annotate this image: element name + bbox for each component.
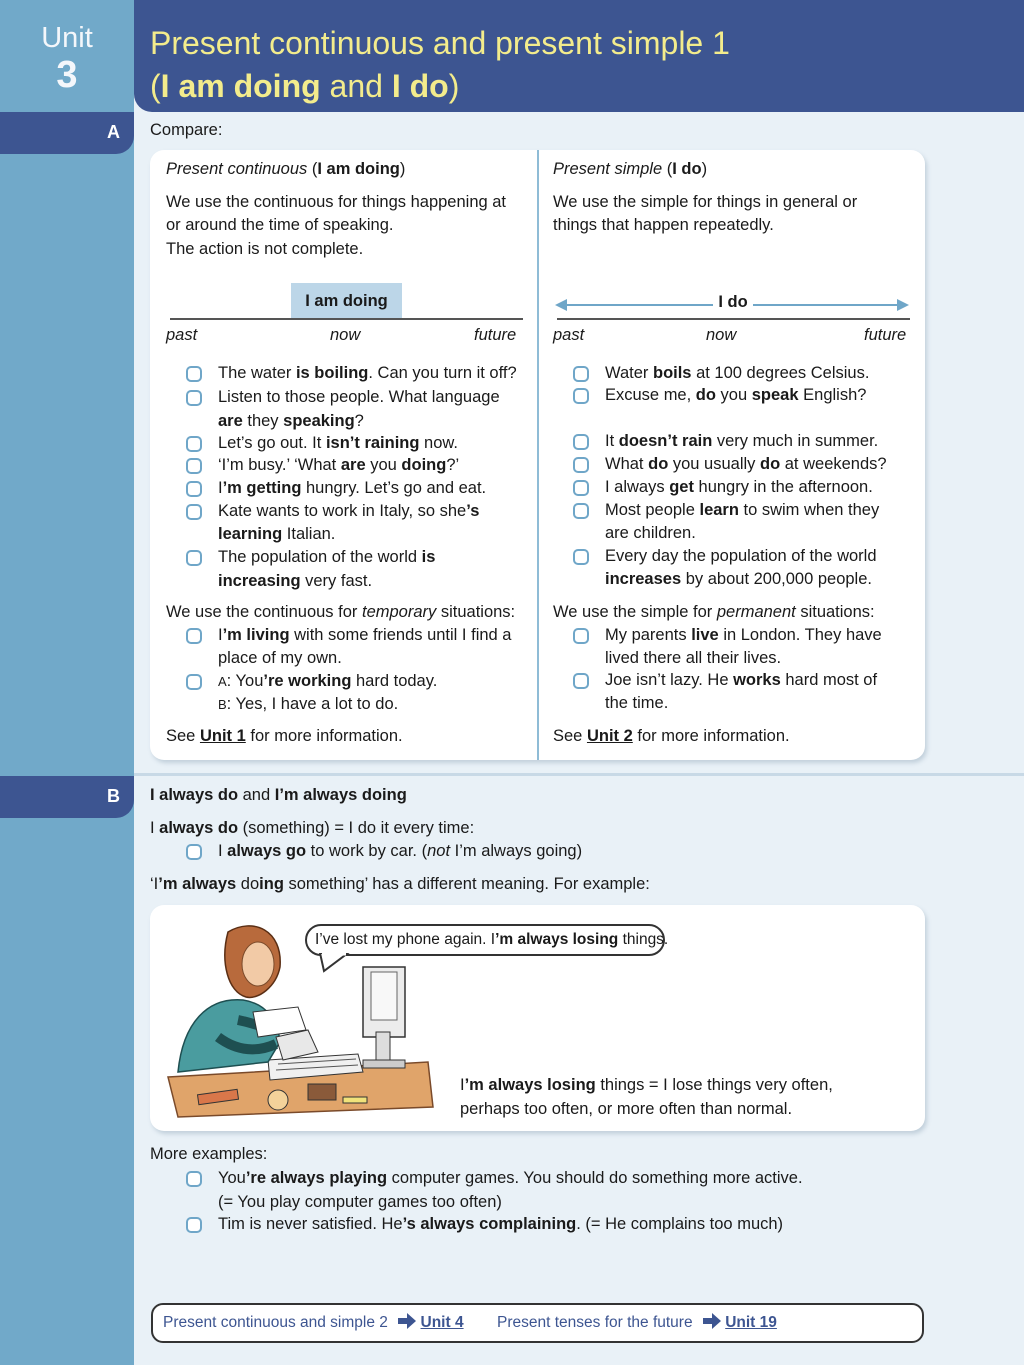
bullet-icon [186, 1217, 202, 1233]
side-strip [0, 0, 134, 1365]
left-example-6: Kate wants to work in Italy, so she’s [186, 500, 479, 524]
unit-word: Unit [41, 22, 93, 54]
left-example-1: The water is boiling. Can you turn it off? [186, 362, 517, 386]
bullet-icon [573, 673, 589, 689]
right-desc-2: things that happen repeatedly. [553, 216, 774, 234]
cross-reference-box [151, 1303, 924, 1343]
bullet-icon [573, 628, 589, 644]
bullet-icon [186, 390, 202, 406]
speech-bubble: I’ve lost my phone again. I’m always losing things. [305, 924, 665, 956]
bullet-icon [573, 549, 589, 565]
unit-number: 3 [56, 54, 78, 96]
right-example-6: Most people learn to swim when they [573, 499, 879, 523]
left-desc-1: We use the continuous for things happening at [166, 193, 507, 211]
bullet-icon [573, 388, 589, 404]
permanent-example-2: Joe isn’t lazy. He works hard most of [573, 669, 877, 693]
permanent-example-1: My parents live in London. They have [573, 624, 882, 648]
permanent-intro: We use the simple for permanent situations: [553, 603, 875, 621]
left-example-6-cont: learning Italian. [218, 525, 336, 543]
left-future: future [474, 326, 517, 344]
right-example-3: It doesn’t rain very much in summer. [573, 430, 878, 454]
right-arrow-icon [703, 1313, 721, 1329]
right-example-2: Excuse me, do you speak English? [573, 384, 866, 408]
always-losing-explanation-2: perhaps too often, or more often than normal. [460, 1100, 793, 1118]
section-a-tab: A [0, 112, 134, 154]
bullet-icon [573, 366, 589, 382]
panel-divider [537, 150, 539, 760]
right-arrow-icon [398, 1313, 416, 1329]
title-line2: (I am doing and I do) [150, 68, 460, 104]
unit-badge [0, 0, 134, 112]
different-meaning-line: ‘I’m always doing something’ has a different meaning. For example: [150, 875, 650, 893]
unit-4-link[interactable]: Unit 4 [420, 1314, 464, 1331]
bullet-icon [573, 480, 589, 496]
more-example-1-cont: (= You play computer games too often) [218, 1193, 502, 1211]
bullet-icon [186, 550, 202, 566]
more-example-2: Tim is never satisfied. He’s always complaining. (= He complains too much) [186, 1213, 783, 1237]
title-line1: Present continuous and present simple 1 [150, 25, 730, 61]
bullet-icon [186, 504, 202, 520]
left-desc-2: or around the time of speaking. [166, 216, 394, 234]
compare-label: Compare: [150, 121, 223, 139]
left-timeline [170, 318, 523, 320]
bullet-icon [186, 1171, 202, 1187]
temporary-example-1: I’m living with some friends until I find a [186, 624, 511, 648]
right-example-7: Every day the population of the world [573, 545, 877, 569]
bullet-icon [186, 674, 202, 690]
bullet-icon [186, 458, 202, 474]
left-example-3: Let’s go out. It isn’t raining now. [186, 432, 458, 456]
more-examples-label: More examples: [150, 1145, 268, 1163]
left-heading: Present continuous (I am doing) [166, 160, 406, 178]
right-timeline [557, 318, 910, 320]
bullet-icon [573, 503, 589, 519]
left-example-5: I’m getting hungry. Let’s go and eat. [186, 477, 486, 501]
speech-bubble-tail [318, 953, 358, 973]
left-see-also: See Unit 1 for more information. [166, 727, 403, 745]
left-example-7-cont: increasing very fast. [218, 572, 373, 590]
right-future: future [864, 326, 907, 344]
unit-19-link[interactable]: Unit 19 [725, 1314, 777, 1331]
unit-2-link[interactable]: Unit 2 [586, 727, 633, 745]
right-example-5: I always get hungry in the afternoon. [573, 476, 873, 500]
left-timeline-label: I am doing [305, 292, 388, 310]
left-example-2-cont: are they speaking? [218, 412, 364, 430]
section-b-heading: I always do and I’m always doing [150, 786, 407, 804]
bullet-icon [186, 481, 202, 497]
left-example-2: Listen to those people. What language [186, 386, 500, 410]
page-title [150, 22, 1010, 108]
bullet-icon [186, 628, 202, 644]
temporary-intro: We use the continuous for temporary situations: [166, 603, 516, 621]
temporary-example-2a: A: You’re working hard today. [186, 670, 437, 694]
right-see-also: See Unit 2 for more information. [553, 727, 790, 745]
right-heading: Present simple (I do) [553, 160, 708, 178]
right-example-4: What do you usually do at weekends? [573, 453, 887, 477]
bullet-icon [573, 434, 589, 450]
left-example-4: ‘I’m busy.’ ‘What are you doing?’ [186, 454, 459, 478]
left-desc-3: The action is not complete. [166, 240, 364, 258]
right-example-7-cont: increases by about 200,000 people. [605, 570, 872, 588]
temporary-example-2b: B: Yes, I have a lot to do. [218, 695, 399, 713]
section-b-tab: B [0, 776, 134, 818]
temporary-example-1-cont: place of my own. [218, 649, 342, 667]
permanent-example-1-cont: lived there all their lives. [605, 649, 782, 667]
right-example-6-cont: are children. [605, 524, 696, 542]
right-now: now [706, 326, 737, 344]
always-go-example: I always go to work by car. (not I’m always going) [186, 840, 582, 864]
right-desc-1: We use the simple for things in general or [553, 193, 858, 211]
bullet-icon [186, 366, 202, 382]
section-b-rule [134, 773, 1024, 776]
right-example-1: Water boils at 100 degrees Celsius. [573, 362, 869, 386]
left-past: past [166, 326, 198, 344]
always-do-definition: I always do (something) = I do it every time: [150, 819, 475, 837]
bullet-icon [186, 844, 202, 860]
left-now: now [330, 326, 361, 344]
always-losing-explanation: I’m always losing things = I lose things very often, [460, 1076, 833, 1094]
footer-ref-1: Present continuous and simple 2 Unit 4 [163, 1314, 464, 1331]
right-timeline-label: I do [718, 293, 748, 311]
right-past: past [553, 326, 585, 344]
more-example-1: You’re always playing computer games. You should do something more active. [186, 1167, 803, 1191]
bullet-icon [573, 457, 589, 473]
unit-1-link[interactable]: Unit 1 [199, 727, 246, 745]
permanent-example-2-cont: the time. [605, 694, 669, 712]
bullet-icon [186, 436, 202, 452]
footer-ref-2: Present tenses for the future Unit 19 [497, 1314, 777, 1331]
left-example-7: The population of the world is [186, 546, 435, 570]
